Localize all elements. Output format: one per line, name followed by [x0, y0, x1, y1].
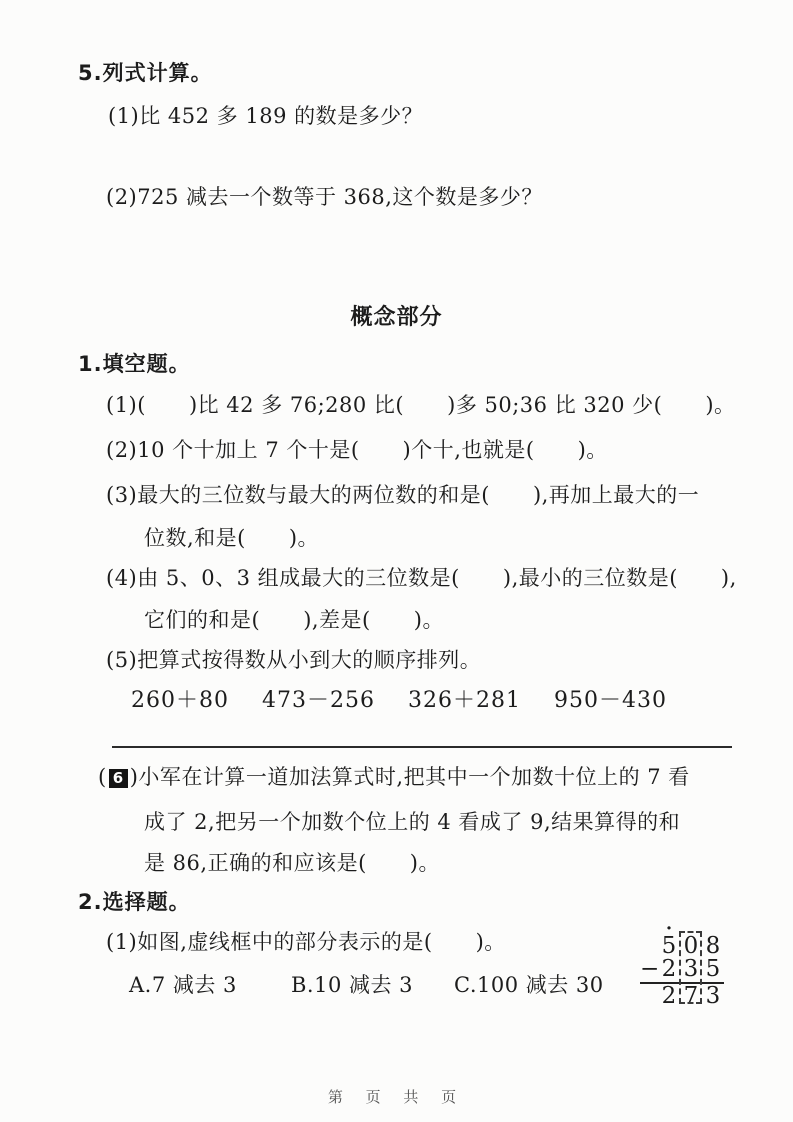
vertical-subtraction-figure: [640, 918, 724, 1009]
subtrahend-ones: 5: [705, 956, 721, 982]
fill-blanks-item-3-line-2: 位数,和是( )。: [144, 526, 320, 550]
calc-question-2: (2)725 减去一个数等于 368,这个数是多少？: [106, 185, 543, 209]
subtrahend-hundreds: 2: [661, 956, 677, 982]
fill-blanks-item-6-line-1: [98, 764, 690, 790]
expression-2: 473－256: [262, 688, 375, 713]
minuend-ones: 8: [705, 933, 721, 959]
difference-ones: 3: [705, 983, 721, 1009]
minuend-tens: 0: [683, 933, 699, 959]
section-divider: [112, 746, 732, 748]
minuend-hundreds: 5: [661, 933, 677, 959]
calc-question-1: (1)比 452 多 189 的数是多少？: [108, 104, 424, 128]
difference-hundreds: 2: [661, 983, 677, 1009]
fill-blanks-item-4-line-2: 它们的和是( ),差是( )。: [144, 608, 444, 632]
fill-blanks-item-1: (1)( )比 42 多 76;280 比( )多 50;36 比 320 少( )。: [106, 393, 736, 417]
expression-4: 950－430: [553, 688, 667, 713]
fill-blanks-item-5: (5)把算式按得数从小到大的顺序排列。: [106, 648, 482, 672]
difference-tens: 7: [683, 983, 699, 1009]
item-6-number-badge: 6: [109, 769, 128, 788]
expression-1: 260＋80: [131, 688, 229, 713]
difference-op-space: [640, 986, 658, 1008]
choice-option-b: B.10 减去 3: [291, 973, 414, 997]
choice-option-a: A.7 减去 3: [129, 973, 237, 997]
item-6-text: 小军在计算一道加法算式时,把其中一个加数十位上的 7 看: [138, 765, 690, 789]
minus-sign: −: [640, 956, 660, 982]
fill-blanks-item-6-line-3: 是 86,正确的和应该是( )。: [144, 851, 440, 875]
choice-section-title: 2.选择题。: [78, 890, 191, 914]
expression-3: 326＋281: [407, 688, 521, 713]
concept-section-heading: 概念部分: [350, 305, 443, 330]
fill-blanks-item-4-line-1: (4)由 5、0、3 组成最大的三位数是( ),最小的三位数是( ),: [106, 566, 737, 590]
item-6-close-paren: ): [129, 765, 139, 789]
calc-section-title: 5.列式计算。: [78, 61, 213, 85]
choice-question-1: (1)如图,虚线框中的部分表示的是( )。: [106, 930, 506, 954]
item-6-open-paren: (: [98, 765, 107, 789]
fill-blanks-item-6-line-2: 成了 2,把另一个加数个位上的 4 看成了 9,结果算得的和: [144, 810, 681, 834]
fill-blanks-item-2: (2)10 个十加上 7 个十是( )个十,也就是( )。: [106, 438, 608, 462]
minuend-op-space: [640, 936, 658, 958]
dashed-highlight-box: [679, 931, 702, 1004]
choice-option-c: C.100 减去 30: [454, 973, 604, 997]
fill-blanks-item-3-line-1: (3)最大的三位数与最大的两位数的和是( ),再加上最大的一: [106, 483, 700, 507]
subtrahend-tens: 3: [683, 956, 699, 982]
fill-blanks-title: 1.填空题。: [78, 352, 191, 376]
page-footer: 第 页 共 页: [327, 1088, 466, 1106]
expression-list: [131, 683, 667, 714]
borrow-dot: ·: [665, 918, 673, 939]
